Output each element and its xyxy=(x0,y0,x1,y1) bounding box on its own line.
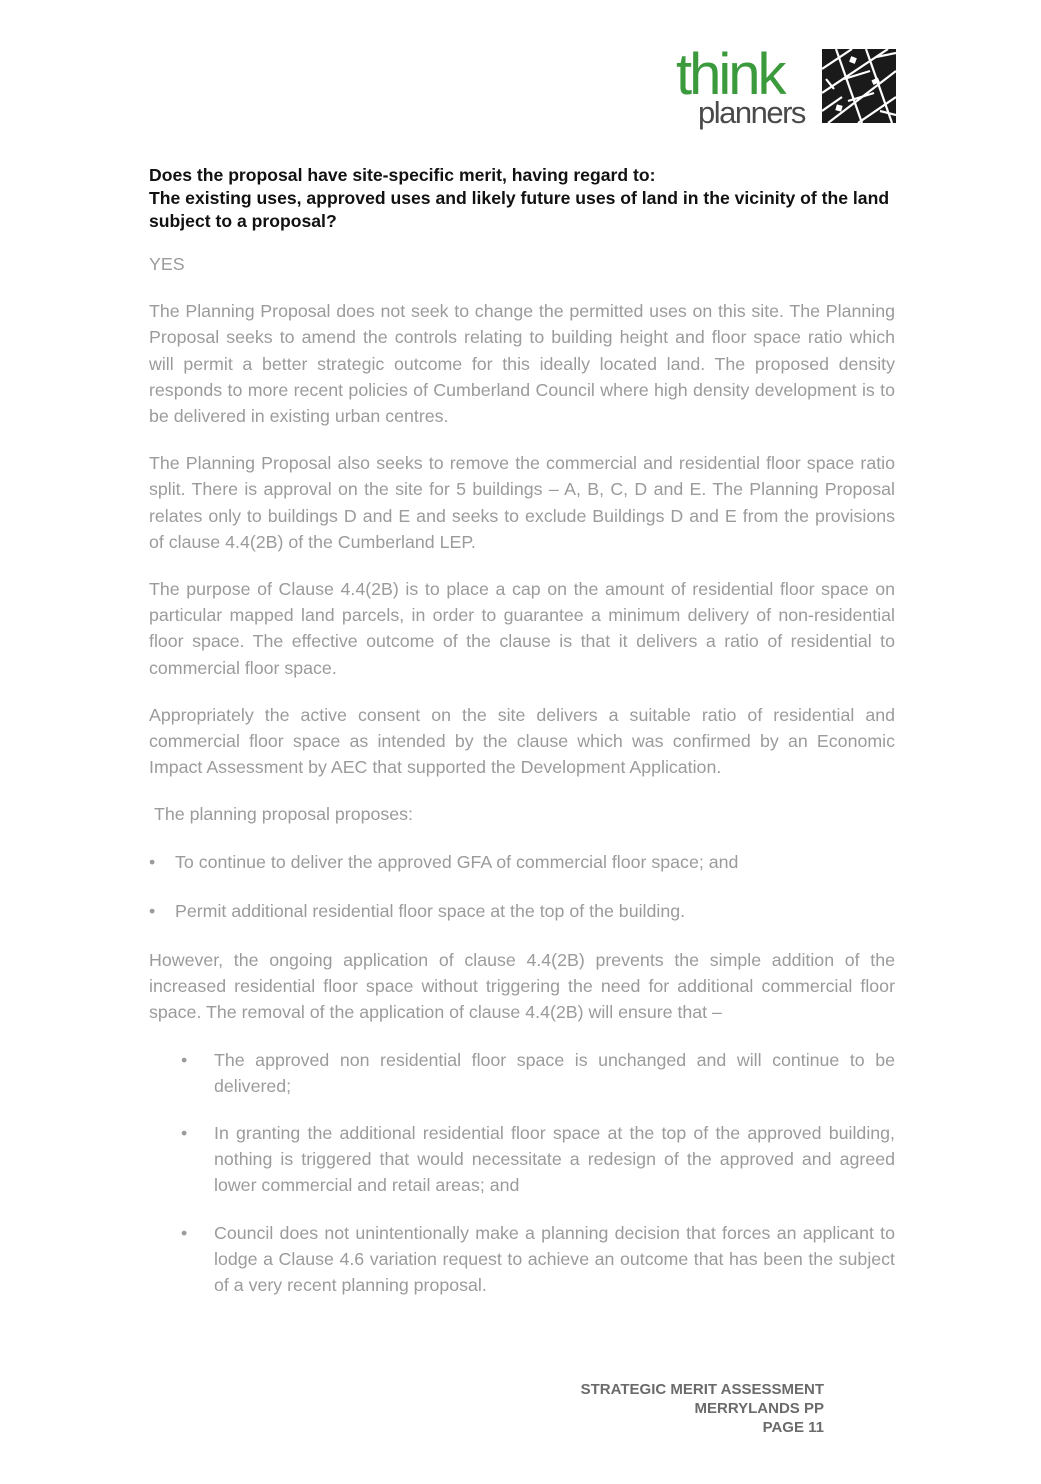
ensures-list xyxy=(149,1047,895,1299)
proposes-intro: The planning proposal proposes: xyxy=(154,804,413,825)
page-footer xyxy=(581,1380,824,1437)
list-item xyxy=(181,1220,895,1299)
paragraph: Appropriately the active consent on the site delivers a suitable ratio of residential and commercial floor space as intended by the clause which was confirmed by an Economic Impact Assessment by AEC that supported the Development Application. xyxy=(149,704,895,778)
list-item-text: In granting the additional residential floor space at the top of the approved building, nothing is triggered that would necessitate a redesign of the approved and agreed lower commercial and retail areas; and xyxy=(214,1123,895,1196)
think-planners-logo xyxy=(676,44,898,134)
list-item xyxy=(181,1047,895,1099)
bullet-icon: • xyxy=(181,1123,188,1144)
list-item xyxy=(181,1120,895,1199)
page-number: PAGE 11 xyxy=(762,1419,824,1436)
section-heading xyxy=(149,164,895,233)
bullet-icon: • xyxy=(181,1049,188,1070)
heading-line-2: The existing uses, approved uses and likely future uses of land in the vicinity of the land subject to a proposal? xyxy=(149,188,890,231)
map-grid-icon xyxy=(822,49,896,123)
heading-line-1: Does the proposal have site-specific merit, having regard to: xyxy=(149,165,656,185)
footer-title: STRATEGIC MERIT ASSESSMENT xyxy=(580,1381,824,1398)
list-item-text: The approved non residential floor space is unchanged and will continue to be delivered; xyxy=(214,1049,895,1096)
list-item-text: Council does not unintentionally make a planning decision that forces an applicant to lodge a Clause 4.6 variation request to achieve an outcome that has been the subject of a very recent planning proposal. xyxy=(214,1222,895,1296)
footer-project: MERRYLANDS PP xyxy=(694,1400,824,1417)
paragraph: The Planning Proposal does not seek to change the permitted uses on this site. The Planning Proposal seeks to amend the controls relating to building height and floor space ratio which will permit a better strategic outcome for this ideally located land. The proposed density responds to more recent policies of Cumberland Council where high density development is to be delivered in existing urban centres. xyxy=(149,301,895,427)
answer-text: YES xyxy=(149,254,185,274)
paragraph: The purpose of Clause 4.4(2B) is to place a cap on the amount of residential floor space on particular mapped land parcels, in order to guarantee a minimum delivery of non-residential floor space. The effective outcome of the clause is that it delivers a ratio of residential to commercial floor space. xyxy=(149,579,895,678)
bullet-icon: • xyxy=(181,1222,188,1243)
bullet-icon: • xyxy=(149,900,156,921)
proposes-list xyxy=(149,849,895,924)
list-item xyxy=(149,898,895,924)
list-item-text: To continue to deliver the approved GFA of commercial floor space; and xyxy=(175,851,739,872)
however-paragraph: However, the ongoing application of clause 4.4(2B) prevents the simple addition of the increased residential floor space without triggering the need for additional commercial floor space. The removal of the application of clause 4.4(2B) will ensure that – xyxy=(149,950,895,1023)
logo-word-think: think xyxy=(676,42,784,107)
bullet-icon: • xyxy=(149,851,156,872)
list-item xyxy=(149,849,895,875)
list-item-text: Permit additional residential floor space at the top of the building. xyxy=(175,900,686,921)
logo-word-planners: planners xyxy=(698,95,805,130)
document-body xyxy=(149,164,895,1319)
paragraph: The Planning Proposal also seeks to remove the commercial and residential floor space ratio split. There is approval on the site for 5 buildings – A, B, C, D and E. The Planning Proposal relates only to buildings D and E and seeks to exclude Buildings D and E from the provisions of clause 4.4(2B) of the Cumberland LEP. xyxy=(149,453,895,552)
